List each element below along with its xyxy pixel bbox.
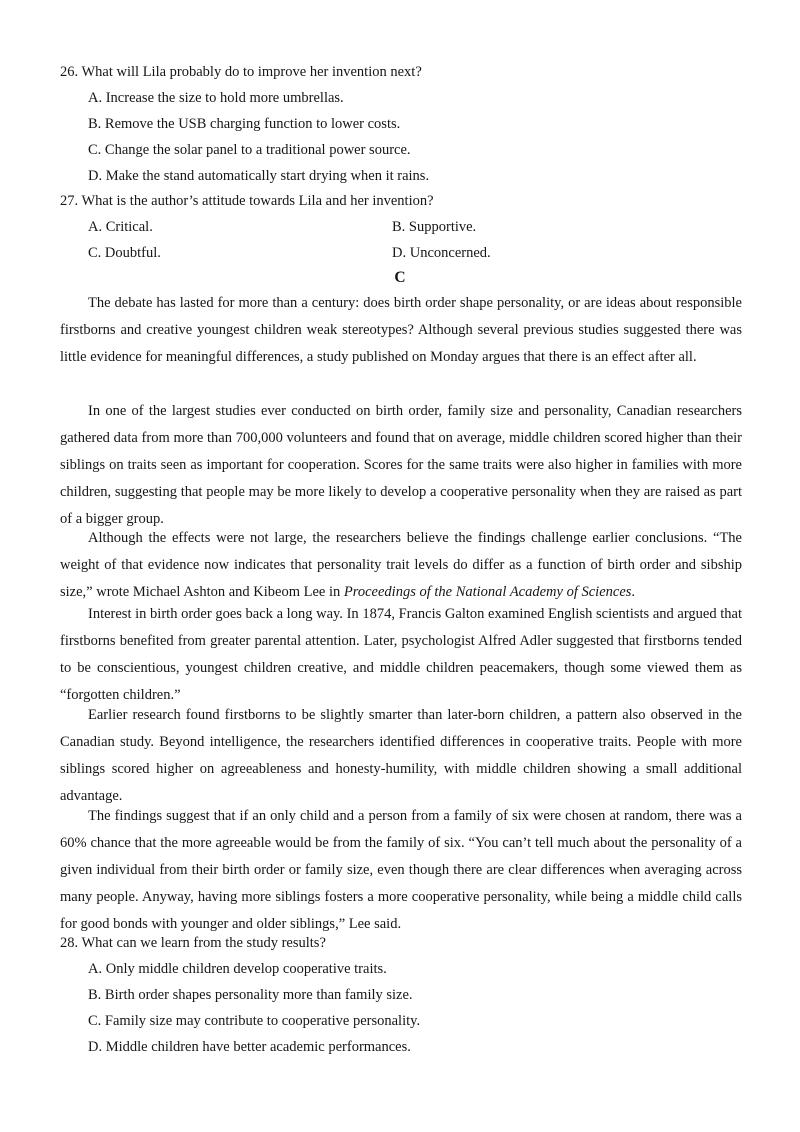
- q26-option-c[interactable]: C. Change the solar panel to a traditional power source.: [88, 142, 411, 158]
- passage-paragraph-6: The findings suggest that if an only child and a person from a family of six were chosen at random, there was a 60% chance that the more agreeable would be from the family of six. “You can’t tell much about the personality of a given individual from their birth order or family size, even though there are clear differences when averaging across many people. Anyway, having more siblings fosters a more cooperative personality, while being a middle child calls for good bonds with younger and older siblings,” Lee said.: [60, 808, 742, 932]
- passage-paragraph-2: In one of the largest studies ever conducted on birth order, family size and personality, Canadian researchers gathered data from more than 700,000 volunteers and found that on average, middle children scored higher than their siblings on traits seen as important for cooperation. Scores for the same traits were also higher in families with more children, suggesting that people may be more likely to develop a cooperative personality when they are raised as part of a bigger group.: [60, 403, 742, 527]
- paragraph-3-text: Although the effects were not large, the researchers believe the findings challenge earlier conclusions. “The weight of that evidence now indicates that personality trait levels do differ as a function of birth order and sibship size,” wrote Michael Ashton and Kibeom Lee in: [60, 530, 742, 600]
- paragraph-3-end: .: [631, 584, 636, 600]
- question-28-stem: 28. What can we learn from the study results?: [60, 935, 326, 951]
- passage-paragraph-4: Interest in birth order goes back a long way. In 1874, Francis Galton examined English scientists and argued that firstborns benefited from greater parental attention. Later, psychologist Alfred Adler suggested that firstborns tended to be conscientious, youngest children creative, and middle children peacemakers, though some viewed them as “forgotten children.”: [60, 606, 742, 703]
- question-26-stem: 26. What will Lila probably do to improve her invention next?: [60, 64, 422, 80]
- passage-paragraph-3: [60, 525, 742, 606]
- question-27-stem: 27. What is the author’s attitude towards Lila and her invention?: [60, 193, 434, 209]
- section-heading: C: [394, 269, 406, 286]
- q28-option-d[interactable]: D. Middle children have better academic performances.: [88, 1039, 411, 1055]
- q27-option-a[interactable]: A. Critical.: [88, 219, 153, 235]
- q26-option-d[interactable]: D. Make the stand automatically start drying when it rains.: [88, 168, 430, 184]
- passage-paragraph-1: The debate has lasted for more than a century: does birth order shape personality, or are ideas about responsible firstborns and creative youngest children weak stereotypes? Although several previous studies suggested there was little evidence for meaningful differences, a study published on Monday argues that there is an effect after all.: [60, 295, 742, 365]
- q26-option-b[interactable]: B. Remove the USB charging function to lower costs.: [88, 116, 401, 132]
- q27-option-b[interactable]: B. Supportive.: [392, 219, 477, 235]
- q28-option-a[interactable]: A. Only middle children develop cooperative traits.: [88, 961, 387, 977]
- journal-title: Proceedings of the National Academy of Sciences: [343, 584, 632, 600]
- q26-option-a[interactable]: A. Increase the size to hold more umbrellas.: [88, 90, 344, 106]
- q28-option-c[interactable]: C. Family size may contribute to cooperative personality.: [88, 1013, 421, 1029]
- q27-option-c[interactable]: C. Doubtful.: [88, 245, 161, 261]
- q28-option-b[interactable]: B. Birth order shapes personality more than family size.: [88, 987, 413, 1003]
- passage-paragraph-5: Earlier research found firstborns to be slightly smarter than later-born children, a pattern also observed in the Canadian study. Beyond intelligence, the researchers identified differences in cooperative traits. People with more siblings scored higher on agreeableness and honesty-humility, with middle children showing a small additional advantage.: [60, 707, 742, 804]
- q27-option-d[interactable]: D. Unconcerned.: [392, 245, 491, 261]
